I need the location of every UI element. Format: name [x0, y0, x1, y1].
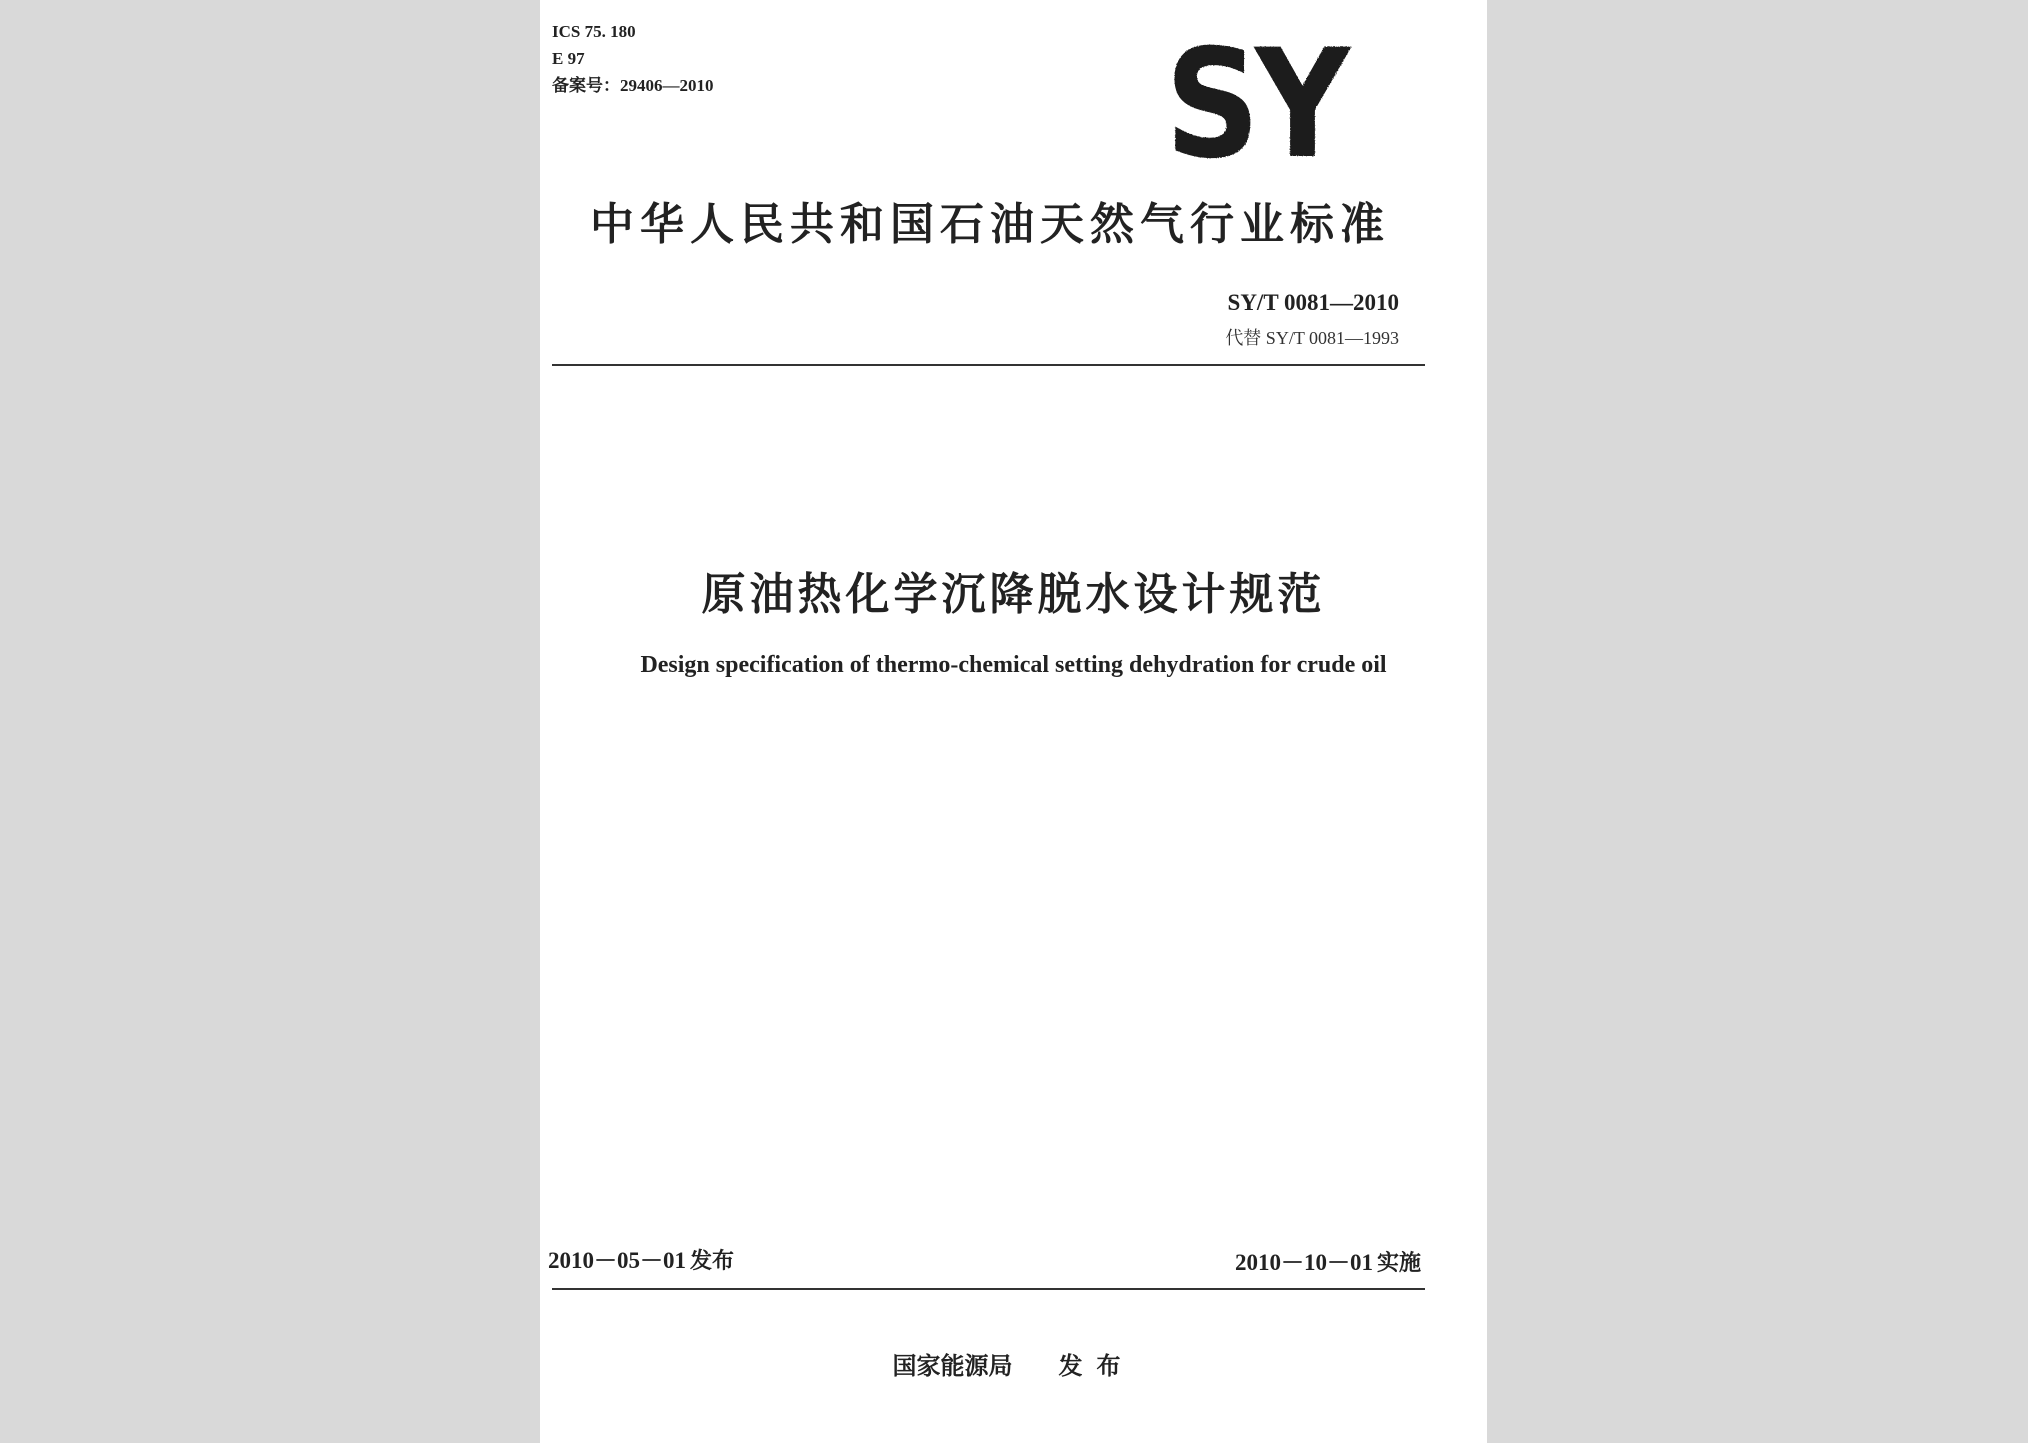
publisher-name: 国家能源局: [892, 1352, 1013, 1380]
publisher-action: 发布: [1058, 1352, 1135, 1380]
issue-date: 2010－05－01: [548, 1248, 686, 1273]
implement-label: 实施: [1376, 1251, 1421, 1276]
publisher-line: [540, 1346, 1487, 1381]
standard-number: SY/T 0081—2010: [1227, 290, 1399, 315]
class-code: E 97: [552, 49, 585, 68]
header-divider: [552, 364, 1425, 366]
document-page: [540, 0, 1487, 1443]
implement-date: 2010－10－01: [1234, 1250, 1373, 1275]
issue-date-line: [548, 1242, 734, 1275]
record-number: 备案号：29406—2010: [552, 76, 714, 95]
document-title-en: Design specification of thermo-chemical setting dehydration for crude oil: [640, 652, 1387, 678]
ics-code: ICS 75. 180: [552, 22, 636, 41]
sy-logo: [1162, 18, 1353, 192]
issue-label: 发布: [690, 1249, 735, 1274]
classification-block: [552, 18, 714, 99]
sy-logo-text: SY: [1165, 18, 1353, 192]
industry-standard-title: 中华人民共和国石油天然气行业标准: [590, 199, 1390, 250]
implement-date-line: [1235, 1244, 1421, 1277]
document-title-zh: 原油热化学沉降脱水设计规范: [701, 569, 1326, 620]
replaced-standard: 代替 SY/T 0081—1993: [1225, 328, 1399, 348]
footer-divider: [552, 1288, 1425, 1290]
